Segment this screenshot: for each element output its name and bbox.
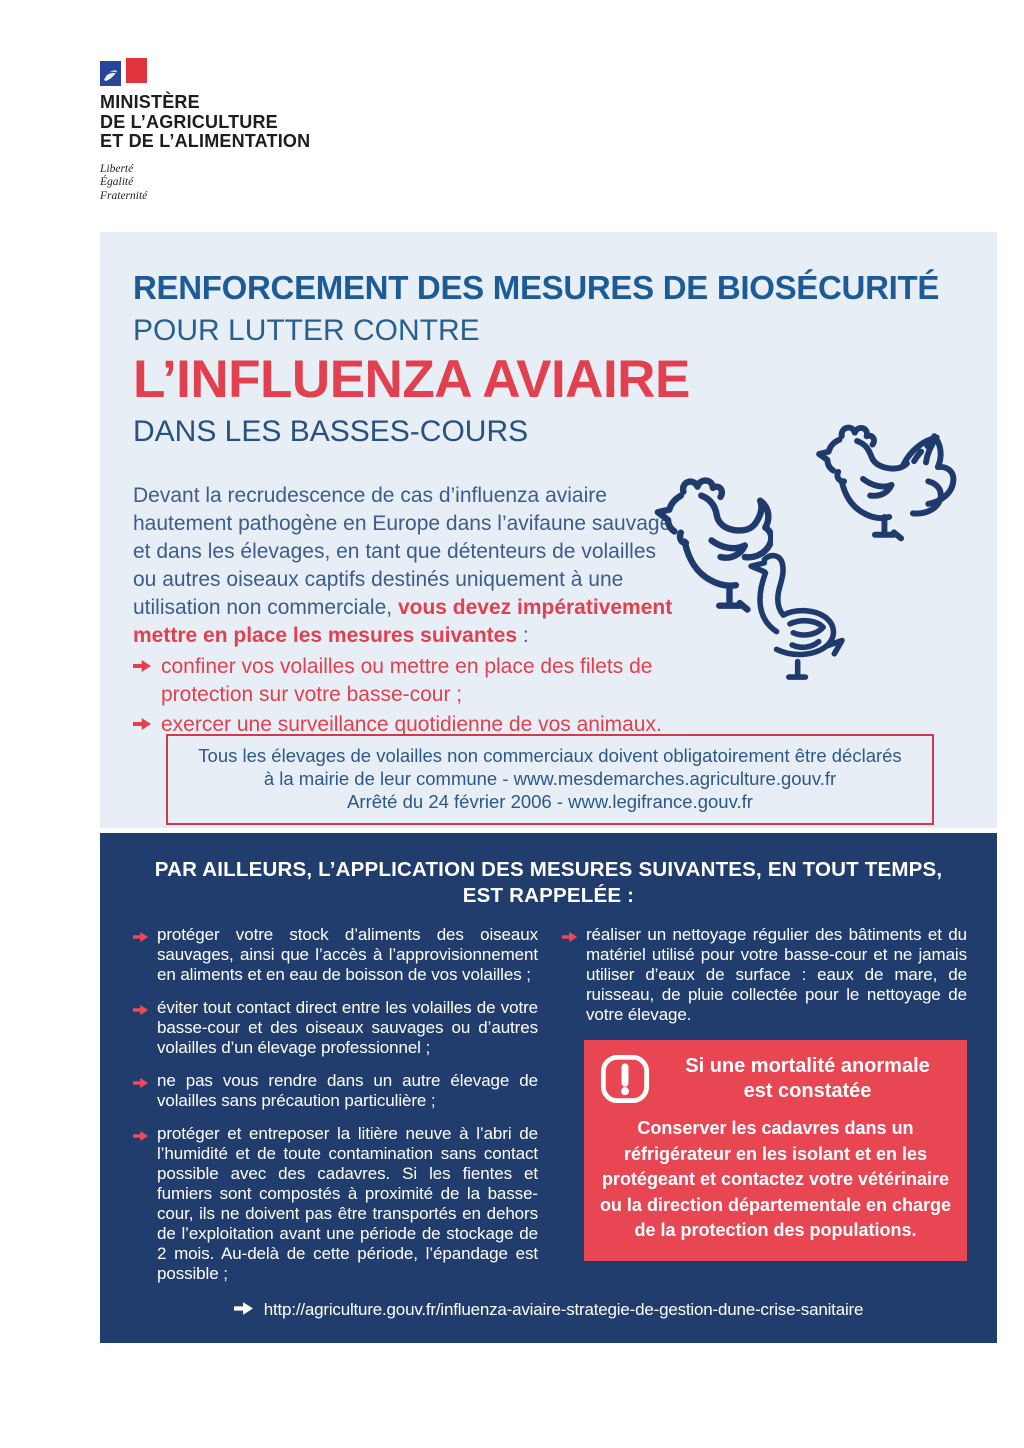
- measures-right-list: [562, 925, 967, 1025]
- motto-line2: Égalité: [100, 176, 134, 188]
- arrow-right-icon: [234, 1301, 254, 1321]
- arrow-right-icon: [133, 1001, 149, 1058]
- declaration-line3: Arrêté du 24 février 2006 - www.legifrance.gouv.fr: [347, 791, 753, 812]
- mortality-alert-box: [584, 1040, 967, 1261]
- title-line-basses-cours: DANS LES BASSES-COURS: [133, 415, 529, 448]
- hero-panel: [100, 232, 997, 828]
- declaration-line2: à la mairie de leur commune - www.mesdemarches.agriculture.gouv.fr: [263, 768, 837, 789]
- arrow-right-icon: [133, 717, 152, 739]
- motto-line1: Liberté: [100, 162, 134, 175]
- measure-item: [133, 998, 538, 1058]
- intro-bullet-list: [133, 653, 678, 739]
- measure-text: éviter tout contact direct entre les volailles de votre basse-cour et des oiseaux sauvages ou d’autres volailles d’un élevage professionnel ;: [157, 998, 538, 1057]
- measure-item: [562, 925, 967, 1025]
- intro-colon: :: [517, 624, 529, 647]
- ministry-logo-block: [100, 58, 310, 203]
- declaration-line1: Tous les élevages de volailles non commerciaux doivent obligatoirement être déclarés: [198, 745, 902, 766]
- title-line-biosecurite: RENFORCEMENT DES MESURES DE BIOSÉCURITÉ: [133, 269, 940, 306]
- alert-body-text: Conserver les cadavres dans un réfrigérateur en les isolant et en les protégeant et contactez votre vétérinaire ou la direction départementale en charge de la protection des populations.: [599, 1118, 952, 1240]
- ministry-name-line1: MINISTÈRE: [100, 92, 200, 112]
- measures-header: PAR AILLEURS, L’APPLICATION DES MESURES SUIVANTES, EN TOUT TEMPS, EST RAPPELÉE :: [154, 858, 943, 907]
- measures-right-column: [562, 925, 967, 1284]
- title-line-pour-lutter: POUR LUTTER CONTRE: [133, 314, 480, 347]
- measure-item: [133, 1071, 538, 1111]
- alert-header: [599, 1053, 952, 1105]
- measure-text: protéger votre stock d’aliments des oiseaux sauvages, ainsi que l’accès à l’approvisionnement en aliments et en eau de boisson de vos volailles ;: [157, 925, 538, 984]
- intro-lead-text: Devant la recrudescence de cas d’influenza aviaire hautement pathogène en Europe dans l’avifaune sauvage et dans les élevages, en tant que détenteurs de volailles ou autres oiseaux captifs destinés uniquement à une utilisation non commerciale,: [133, 484, 672, 619]
- measures-columns: [100, 909, 997, 1284]
- measures-left-list: [133, 925, 538, 1284]
- intro-emphasis-text: vous devez impérativement mettre en place les mesures suivantes: [133, 596, 673, 647]
- intro-paragraph: [133, 482, 678, 739]
- measures-panel: [100, 833, 997, 1343]
- footer-url-text: http://agriculture.gouv.fr/influenza-aviaire-strategie-de-gestion-dune-crise-sanitaire: [263, 1300, 864, 1319]
- ministry-name-line2: DE L’AGRICULTURE: [100, 111, 278, 132]
- republic-motto: [100, 163, 310, 204]
- alert-title-line1: Si une mortalité anormale: [685, 1055, 930, 1077]
- alert-title-line2: est constatée: [743, 1080, 872, 1102]
- measure-text: ne pas vous rendre dans un autre élevage de volailles sans précaution particulière ;: [157, 1071, 538, 1110]
- french-flag-icon: [100, 58, 150, 88]
- intro-bullet-item: [133, 653, 678, 709]
- poultry-illustration: [640, 422, 997, 727]
- measure-item: [133, 925, 538, 985]
- alert-title: [663, 1054, 952, 1104]
- goose-icon: [740, 544, 862, 688]
- intro-bullet-text: exercer une surveillance quotidienne de vos animaux.: [161, 713, 662, 736]
- motto-line3: Fraternité: [100, 189, 148, 202]
- ministry-name: [100, 93, 310, 152]
- declaration-box: [166, 734, 934, 825]
- arrow-right-icon: [133, 659, 152, 709]
- exclamation-warning-icon: [599, 1053, 651, 1105]
- arrow-right-icon: [562, 928, 578, 1025]
- hero-title-block: [100, 232, 997, 449]
- ministry-name-line3: ET DE L’ALIMENTATION: [100, 131, 311, 151]
- arrow-right-icon: [133, 928, 149, 985]
- measure-item: [133, 1124, 538, 1284]
- arrow-right-icon: [133, 1074, 149, 1111]
- measure-text: réaliser un nettoyage régulier des bâtiments et du matériel utilisé pour votre basse-cour et ne jamais utiliser d’eaux de surface : eaux de mare, de ruisseau, de pluie collectée pour le nettoyage de votre élevage.: [586, 925, 967, 1024]
- footer-link-row: [100, 1299, 997, 1321]
- measure-text: protéger et entreposer la litière neuve à l’abri de l’humidité et de toute contamination sans contact possible avec des cadavres. Si les fientes et fumiers sont compostés à proximité de la basse-cour, ils ne doivent pas être transportés en dehors de l’exploitation avant une période de stockage de 2 mois. Au-delà de cette période, l’épandage est possible ;: [157, 1124, 538, 1283]
- title-line-influenza: L’INFLUENZA AVIAIRE: [133, 350, 690, 409]
- intro-bullet-text: confiner vos volailles ou mettre en place des filets de protection sur votre basse-cour ;: [161, 655, 653, 706]
- arrow-right-icon: [133, 1127, 149, 1284]
- measures-left-column: [133, 925, 538, 1284]
